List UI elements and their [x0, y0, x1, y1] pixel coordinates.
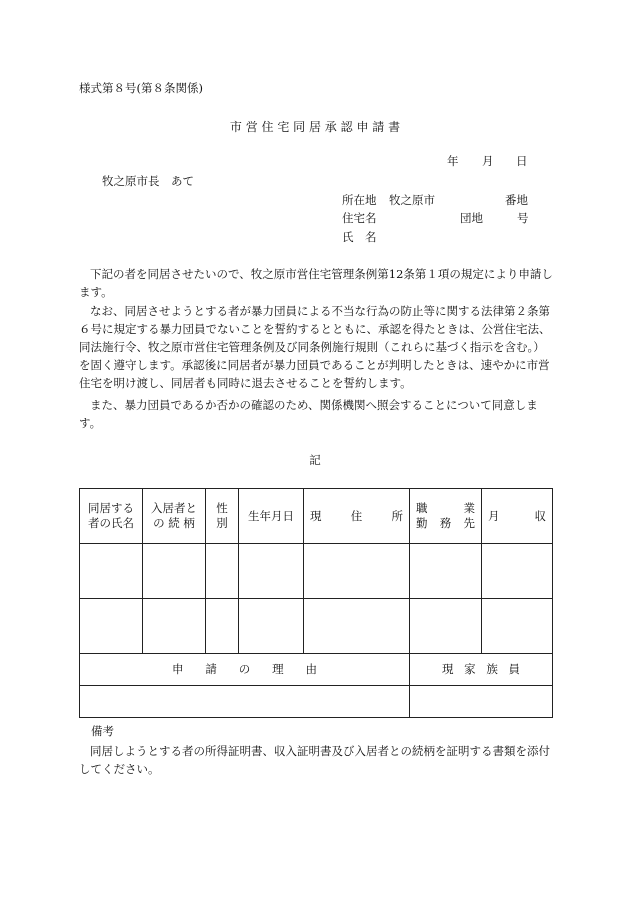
- header-name: 同居する 者の氏名: [80, 489, 143, 544]
- cell-relation-1[interactable]: [143, 544, 206, 599]
- reason-header: 申 請 の 理 由: [80, 654, 410, 686]
- body-paragraph-3: また、暴力団員であるか否かの確認のため、関係機関へ照会することについて同意します。: [79, 398, 538, 430]
- remarks-text: 同居しようとする者の所得証明書、収入証明書及び入居者との続柄を証明する書類を添付してください。: [79, 744, 550, 776]
- housing-label: 住宅名: [342, 211, 377, 225]
- reason-input-cell[interactable]: [80, 686, 410, 718]
- family-header: 現 家 族 員: [410, 654, 553, 686]
- cell-address-2[interactable]: [304, 599, 410, 654]
- reason-header-row: [80, 654, 553, 686]
- cell-occupation-1[interactable]: [410, 544, 482, 599]
- cell-occupation-2[interactable]: [410, 599, 482, 654]
- header-row: [80, 489, 553, 544]
- address-suffix: 番地: [505, 193, 528, 207]
- cell-income-1[interactable]: [482, 544, 553, 599]
- header-relation: 入居者と の 続 柄: [143, 489, 206, 544]
- header-income: 月 収: [482, 489, 553, 544]
- reason-body-row: [80, 686, 553, 718]
- cell-name-2[interactable]: [80, 599, 143, 654]
- cell-sex-1[interactable]: [206, 544, 239, 599]
- form-number: 様式第８号(第８条関係): [79, 81, 203, 95]
- room-suffix: 号: [517, 211, 529, 225]
- address-label: 所在地: [342, 193, 377, 207]
- family-input-cell[interactable]: [410, 686, 553, 718]
- cell-dob-1[interactable]: [239, 544, 304, 599]
- header-occupation: 職 業 勤 務 先: [410, 489, 482, 544]
- address-city: 牧之原市: [389, 193, 435, 207]
- ki-label: 記: [309, 453, 321, 467]
- cell-income-2[interactable]: [482, 599, 553, 654]
- cohabitant-table: [79, 488, 553, 718]
- header-address: 現 住 所: [304, 489, 410, 544]
- addressee: 牧之原市長 あて: [102, 174, 194, 188]
- body-paragraph-1: 下記の者を同居させたいので、牧之原市営住宅管理条例第12条第１項の規定により申請します。: [79, 267, 553, 299]
- body-paragraph-2: なお、同居させようとする者が暴力団員による不当な行為の防止等に関する法律第２条第６号に規定する暴力団員でないことを誓約するとともに、承認を得たときは、公営住宅法、同法施行令、牧之原市営住宅管理条例及び同条例施行規則（これらに基づく指示を含む。）を固く遵守します。承認後に同居者が暴力団員であることが判明したときは、速やかに市営住宅を明け渡し、同居者も同時に退去させることを誓約します。: [79, 304, 551, 390]
- page-title: 市 営 住 宅 同 居 承 認 申 請 書: [229, 120, 401, 134]
- date-month-label: 月: [482, 154, 494, 168]
- date-day-label: 日: [516, 154, 528, 168]
- cell-sex-2[interactable]: [206, 599, 239, 654]
- table-row: [80, 544, 553, 599]
- header-dob: 生年月日: [239, 489, 304, 544]
- remarks-title: 備考: [91, 724, 114, 738]
- cell-relation-2[interactable]: [143, 599, 206, 654]
- name-label: 氏 名: [342, 230, 377, 244]
- date-year-label: 年: [447, 154, 459, 168]
- cell-name-1[interactable]: [80, 544, 143, 599]
- cell-dob-2[interactable]: [239, 599, 304, 654]
- building-suffix: 団地: [460, 211, 483, 225]
- table-row: [80, 599, 553, 654]
- cell-address-1[interactable]: [304, 544, 410, 599]
- header-sex: 性 別: [206, 489, 239, 544]
